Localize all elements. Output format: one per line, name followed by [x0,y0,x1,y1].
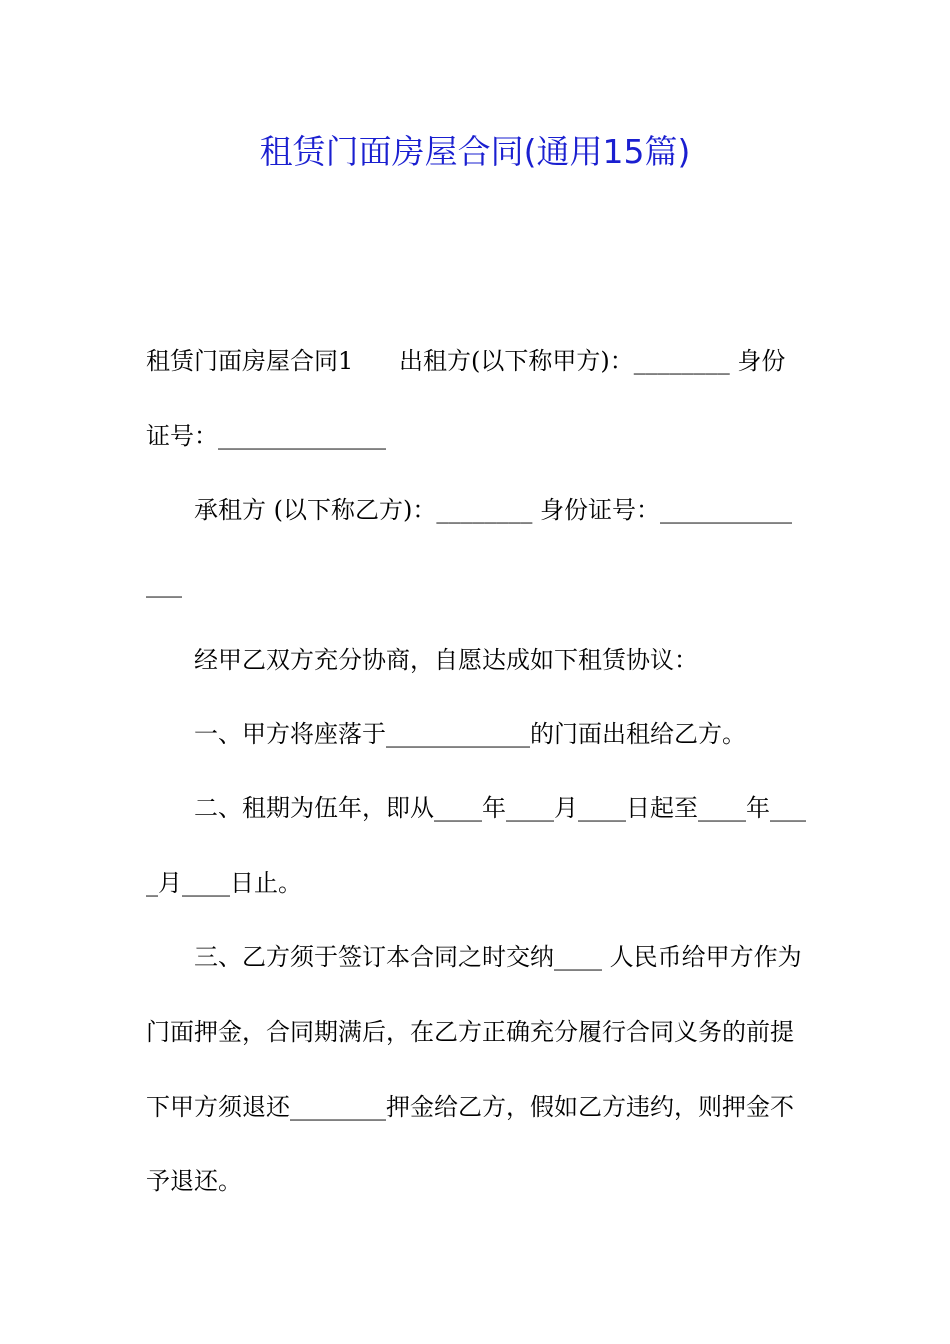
paragraph-line: 经甲乙双方充分协商，自愿达成如下租赁协议： [194,646,698,674]
document-title: 租赁门面房屋合同(通用15篇) [259,132,691,171]
paragraph-line: 承租方 (以下称乙方)：________ 身份证号：___________ [194,496,792,524]
paragraph-line: _月____日止。 [146,869,302,897]
paragraph-line: 门面押金，合同期满后，在乙方正确充分履行合同义务的前提 [146,1018,794,1046]
paragraph-line: ___ [146,570,182,598]
paragraph-line: 三、乙方须于签订本合同之时交纳____ 人民币给甲方作为 [194,943,802,971]
paragraph-line: 二、租期为伍年，即从____年____月____日起至____年___ [194,794,806,822]
paragraph-line: 租赁门面房屋合同1 出租方(以下称甲方)：________ 身份 [146,347,786,375]
paragraph-line: 一、甲方将座落于____________的门面出租给乙方。 [194,720,746,748]
paragraph-line: 证号：______________ [146,422,386,450]
paragraph-line: 下甲方须退还________押金给乙方，假如乙方违约，则押金不 [146,1093,794,1121]
paragraph-line: 予退还。 [146,1167,242,1195]
